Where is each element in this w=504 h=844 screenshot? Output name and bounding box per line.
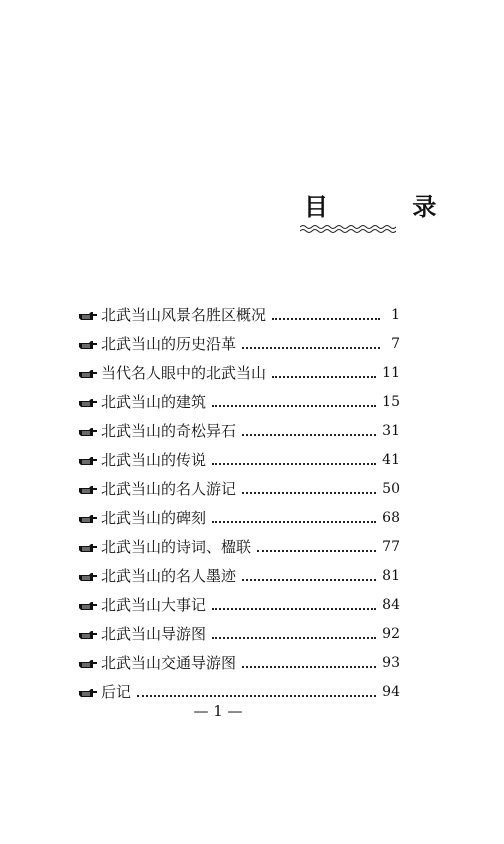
- toc-entry-page: 1: [391, 307, 400, 323]
- toc-entry[interactable]: [78, 615, 400, 644]
- toc-leader-dots: [212, 520, 376, 523]
- toc-entry-title: 当代名人眼中的北武当山: [101, 364, 267, 382]
- toc-entry-page: 77: [382, 539, 400, 555]
- pointing-hand-icon: [78, 569, 98, 583]
- toc-entry[interactable]: [78, 528, 400, 557]
- toc-leader-dots: [242, 346, 380, 349]
- toc-entry-page: 84: [382, 597, 400, 613]
- toc-entry-title: 北武当山的名人墨迹: [101, 567, 237, 585]
- pointing-hand-icon: [78, 685, 98, 699]
- toc-entry-page: 92: [382, 626, 400, 642]
- toc-entry-title: 北武当山的建筑: [101, 393, 207, 411]
- pointing-hand-icon: [78, 482, 98, 496]
- toc-entry[interactable]: [78, 586, 400, 615]
- toc-entry-title: 北武当山大事记: [101, 596, 207, 614]
- toc-entry-title: 北武当山的碑刻: [101, 509, 207, 527]
- toc-entry[interactable]: [78, 354, 400, 383]
- pointing-hand-icon: [78, 540, 98, 554]
- table-of-contents: [78, 296, 400, 702]
- pointing-hand-icon: [78, 627, 98, 641]
- toc-entry-title: 北武当山风景名胜区概况: [101, 306, 267, 324]
- title-wave-ornament: [300, 224, 396, 234]
- toc-entry-page: 11: [382, 365, 400, 381]
- toc-leader-dots: [137, 694, 376, 697]
- pointing-hand-icon: [78, 598, 98, 612]
- page-number: — 1 —: [193, 702, 243, 720]
- toc-entry[interactable]: [78, 557, 400, 586]
- toc-entry-page: 68: [382, 510, 400, 526]
- toc-entry[interactable]: [78, 470, 400, 499]
- pointing-hand-icon: [78, 453, 98, 467]
- toc-entry-title: 后记: [101, 683, 132, 701]
- toc-entry[interactable]: [78, 644, 400, 673]
- pointing-hand-icon: [78, 424, 98, 438]
- toc-entry-page: 93: [382, 655, 400, 671]
- toc-entry[interactable]: [78, 325, 400, 354]
- toc-entry[interactable]: [78, 673, 400, 702]
- page-title: 目 录: [304, 193, 475, 221]
- pointing-hand-icon: [78, 656, 98, 670]
- toc-entry-page: 81: [382, 568, 400, 584]
- toc-entry-page: 31: [382, 423, 400, 439]
- toc-entry-page: 94: [382, 684, 400, 700]
- toc-entry[interactable]: [78, 412, 400, 441]
- toc-entry-page: 7: [391, 336, 400, 352]
- toc-entry[interactable]: [78, 383, 400, 412]
- toc-entry-page: 50: [382, 481, 400, 497]
- toc-leader-dots: [272, 317, 380, 320]
- toc-leader-dots: [212, 636, 376, 639]
- pointing-hand-icon: [78, 337, 98, 351]
- toc-leader-dots: [272, 375, 376, 378]
- toc-entry[interactable]: [78, 296, 400, 325]
- toc-entry-page: 41: [382, 452, 400, 468]
- pointing-hand-icon: [78, 308, 98, 322]
- toc-leader-dots: [242, 578, 376, 581]
- toc-leader-dots: [242, 665, 376, 668]
- pointing-hand-icon: [78, 511, 98, 525]
- toc-entry[interactable]: [78, 441, 400, 470]
- toc-entry[interactable]: [78, 499, 400, 528]
- toc-leader-dots: [242, 491, 376, 494]
- toc-entry-title: 北武当山的奇松异石: [101, 422, 237, 440]
- toc-entry-title: 北武当山的历史沿革: [101, 335, 237, 353]
- toc-leader-dots: [212, 607, 376, 610]
- toc-entry-title: 北武当山的名人游记: [101, 480, 237, 498]
- pointing-hand-icon: [78, 366, 98, 380]
- pointing-hand-icon: [78, 395, 98, 409]
- toc-entry-title: 北武当山的诗词、楹联: [101, 538, 252, 556]
- toc-entry-page: 15: [382, 394, 400, 410]
- toc-leader-dots: [212, 462, 376, 465]
- toc-leader-dots: [242, 433, 376, 436]
- toc-entry-title: 北武当山交通导游图: [101, 654, 237, 672]
- toc-entry-title: 北武当山导游图: [101, 625, 207, 643]
- toc-entry-title: 北武当山的传说: [101, 451, 207, 469]
- toc-leader-dots: [257, 549, 376, 552]
- toc-leader-dots: [212, 404, 376, 407]
